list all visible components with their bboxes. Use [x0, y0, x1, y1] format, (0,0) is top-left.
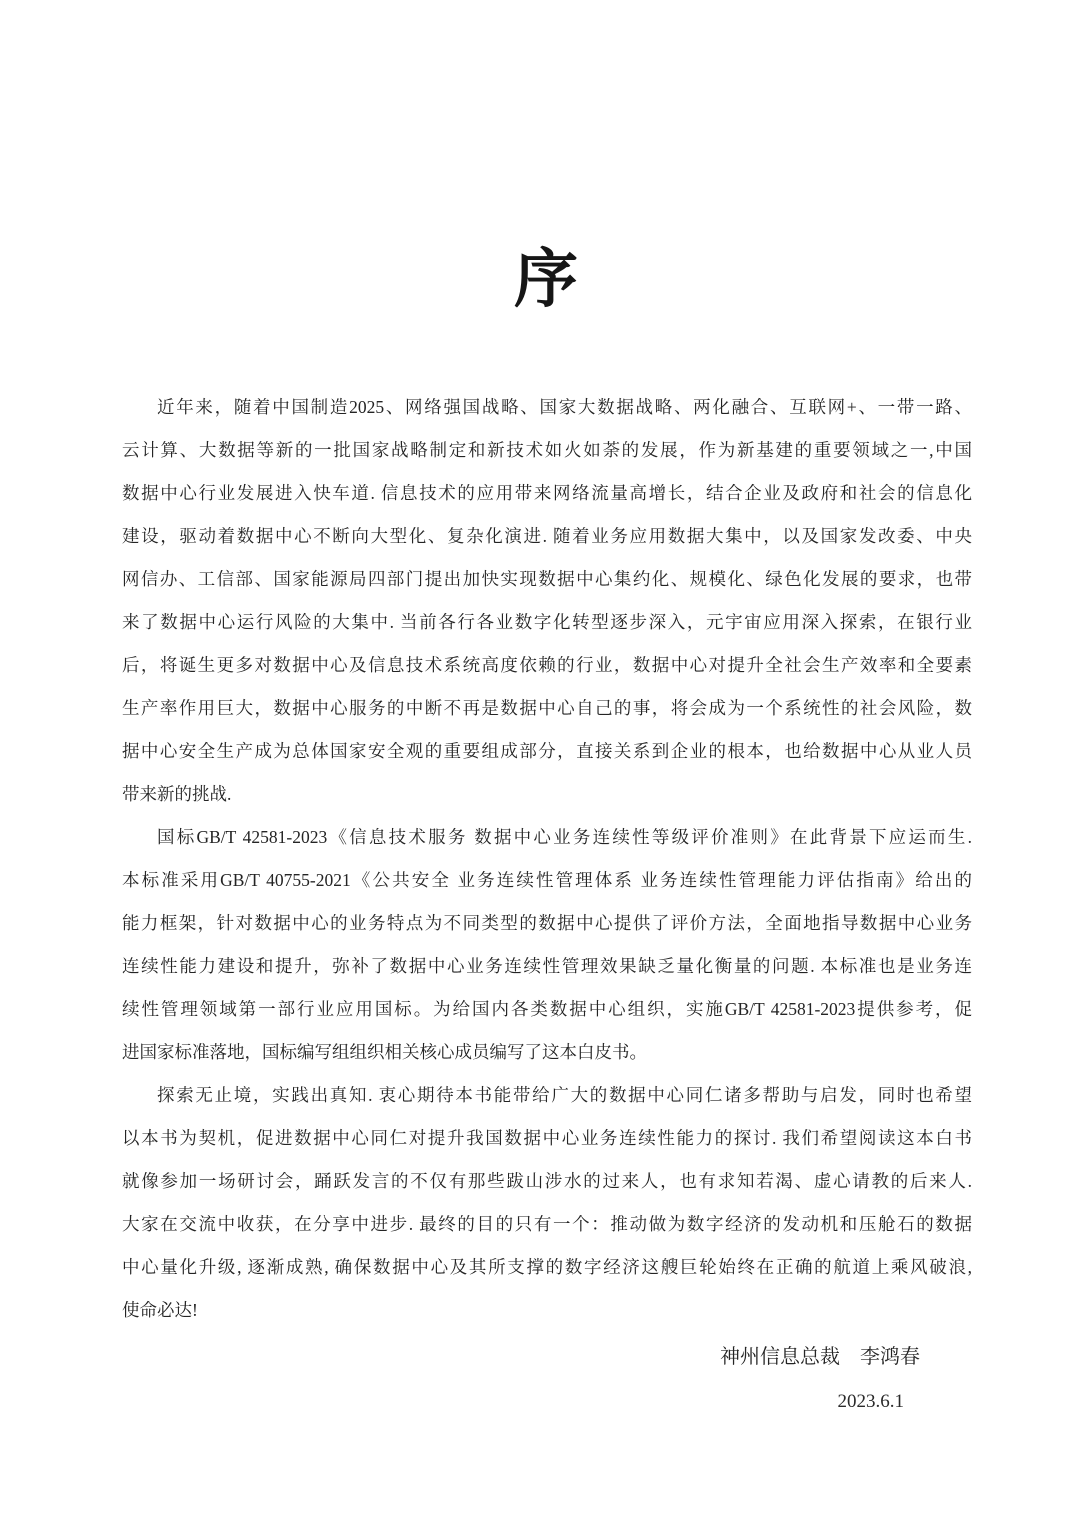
text-line: 续性管理领域第一部行业应用国标。为给国内各类数据中心组织，实施GB/T 42581-2023提供参考，促 — [122, 999, 972, 1019]
text-line: 据中心安全生产成为总体国家安全观的重要组成部分，直接关系到企业的根本，也给数据中心从业人员 — [122, 741, 972, 761]
text-line: 中心量化升级, 逐渐成熟, 确保数据中心及其所支撑的数字经济这艘巨轮始终在正确的航道上乘风破浪, — [122, 1257, 972, 1277]
text-line: 探索无止境，实践出真知. 衷心期待本书能带给广大的数据中心同仁诸多帮助与启发，同时也希望 — [157, 1085, 972, 1105]
text-line: 后，将诞生更多对数据中心及信息技术系统高度依赖的行业，数据中心对提升全社会生产效率和全要素 — [122, 655, 972, 675]
text-line: 以本书为契机，促进数据中心同仁对提升我国数据中心业务连续性能力的探讨. 我们希望阅读这本白书 — [122, 1128, 972, 1148]
text-line: 网信办、工信部、国家能源局四部门提出加快实现数据中心集约化、规模化、绿色化发展的要求，也带 — [122, 569, 972, 589]
preface-paragraph-2 — [122, 816, 972, 1074]
text-line: 本标准采用GB/T 40755-2021《公共安全 业务连续性管理体系 业务连续性管理能力评估指南》给出的 — [122, 870, 972, 890]
text-line: 大家在交流中收获，在分享中进步. 最终的目的只有一个：推动做为数字经济的发动机和压舱石的数据 — [122, 1214, 972, 1234]
page-content — [122, 0, 972, 1425]
preface-paragraph-1 — [122, 386, 972, 816]
text-line: 能力框架，针对数据中心的业务特点为不同类型的数据中心提供了评价方法，全面地指导数据中心业务 — [122, 913, 972, 933]
preface-paragraph-3 — [122, 1074, 972, 1332]
text-line: 生产率作用巨大，数据中心服务的中断不再是数据中心自己的事，将会成为一个系统性的社会风险，数 — [122, 698, 972, 718]
signature-date: 2023.6.1 — [837, 1391, 904, 1412]
text-line: 云计算、大数据等新的一批国家战略制定和新技术如火如荼的发展，作为新基建的重要领域之一,中国 — [122, 440, 972, 460]
text-line: 近年来，随着中国制造2025、网络强国战略、国家大数据战略、两化融合、互联网+、一带一路、 — [157, 397, 972, 417]
text-line: 来了数据中心运行风险的大集中. 当前各行各业数字化转型逐步深入，元宇宙应用深入探索，在银行业 — [122, 612, 972, 632]
text-line: 进国家标准落地，国标编写组组织相关核心成员编写了这本白皮书。 — [122, 1042, 647, 1062]
text-line: 使命必达! — [122, 1300, 198, 1320]
signature-block — [122, 1336, 972, 1425]
signature-author: 神州信息总裁 李鸿春 — [720, 1346, 920, 1368]
text-line: 建设，驱动着数据中心不断向大型化、复杂化演进. 随着业务应用数据大集中，以及国家发改委、中央 — [122, 526, 972, 546]
text-line: 带来新的挑战. — [122, 784, 232, 804]
text-line: 数据中心行业发展进入快车道. 信息技术的应用带来网络流量高增长，结合企业及政府和社会的信息化 — [122, 483, 972, 503]
preface-body — [122, 386, 972, 1332]
text-line: 就像参加一场研讨会，踊跃发言的不仅有那些跋山涉水的过来人，也有求知若渴、虚心请教的后来人. — [122, 1171, 972, 1191]
text-line: 国标GB/T 42581-2023《信息技术服务 数据中心业务连续性等级评价准则》在此背景下应运而生. — [157, 827, 972, 847]
text-line: 连续性能力建设和提升，弥补了数据中心业务连续性管理效果缺乏量化衡量的问题. 本标准也是业务连 — [122, 956, 972, 976]
page-title: 序 — [514, 244, 580, 315]
